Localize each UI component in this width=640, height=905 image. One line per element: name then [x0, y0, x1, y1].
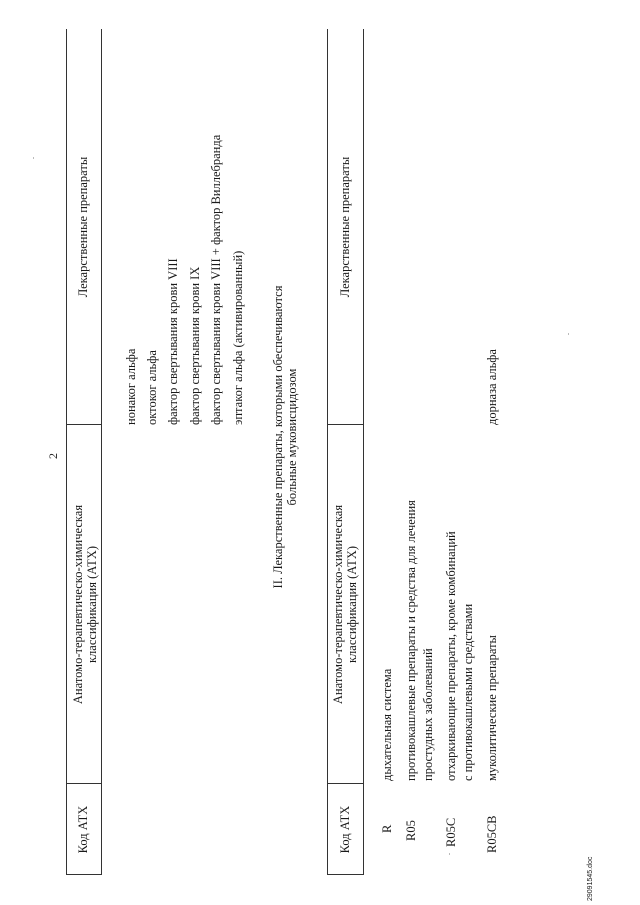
table1-header-atc-line1: Анатомо-терапевтическо-химическая — [71, 504, 85, 705]
row-code: R05C — [444, 817, 458, 847]
table1-header-border — [101, 29, 102, 875]
row-atc: муколитические препараты — [485, 635, 499, 781]
row-atc: дыхательная система — [380, 668, 394, 781]
scan-speck — [568, 333, 569, 335]
row-code: R05 — [404, 820, 418, 841]
table2-header-atc-line2: классификация (АТХ) — [345, 545, 359, 664]
footer-document-id: 29091545.doc — [587, 856, 594, 901]
scan-speck — [33, 157, 34, 159]
table2-header-border — [363, 29, 364, 875]
table1-left-edge — [66, 874, 101, 875]
row-atc-line1: отхаркивающие препараты, кроме комбинаций — [444, 531, 458, 781]
table1-drug-1: нонаког альфа — [124, 348, 138, 425]
row-atc-line2: простудных заболеваний — [421, 648, 435, 781]
row-drug: дорназа альфа — [485, 349, 499, 425]
section-title-line2: больные муковисцидозом — [285, 368, 299, 506]
table1-header-atc — [71, 425, 99, 784]
table1-header-atc-line2: классификация (АТХ) — [85, 545, 99, 664]
table1-drug-4: фактор свертывания крови IX — [188, 266, 202, 425]
row-code: R05CB — [485, 815, 499, 853]
section-title-line1: II. Лекарственные препараты, которыми обеспечиваются — [271, 285, 285, 589]
scan-speck — [449, 853, 450, 855]
table1-drug-6: эптаког альфа (активированный) — [231, 250, 245, 425]
section-title — [271, 237, 299, 637]
table1-drug-5: фактор свертывания крови VIII + фактор Виллебранда — [209, 134, 223, 425]
row-atc-line2: с противокашлевыми средствами — [461, 603, 475, 781]
table2-header-drugs: Лекарственные препараты — [338, 156, 352, 298]
table1-header-drugs: Лекарственные препараты — [76, 156, 90, 298]
page-number: 2 — [46, 453, 60, 459]
table2-header-atc-line1: Анатомо-терапевтическо-химическая — [331, 504, 345, 705]
table2-header-code: Код АТХ — [338, 805, 352, 854]
table1-top-border — [66, 29, 67, 875]
row-code: R — [380, 824, 394, 833]
table2-header-atc — [331, 425, 359, 784]
table1-drug-3: фактор свертывания крови VIII — [166, 258, 180, 425]
table1-drug-2: октоког альфа — [145, 350, 159, 425]
row-atc-line1: противокашлевые препараты и средства для лечения — [404, 500, 418, 781]
table1-header-code: Код АТХ — [76, 805, 90, 854]
table2-top-border — [327, 29, 328, 875]
